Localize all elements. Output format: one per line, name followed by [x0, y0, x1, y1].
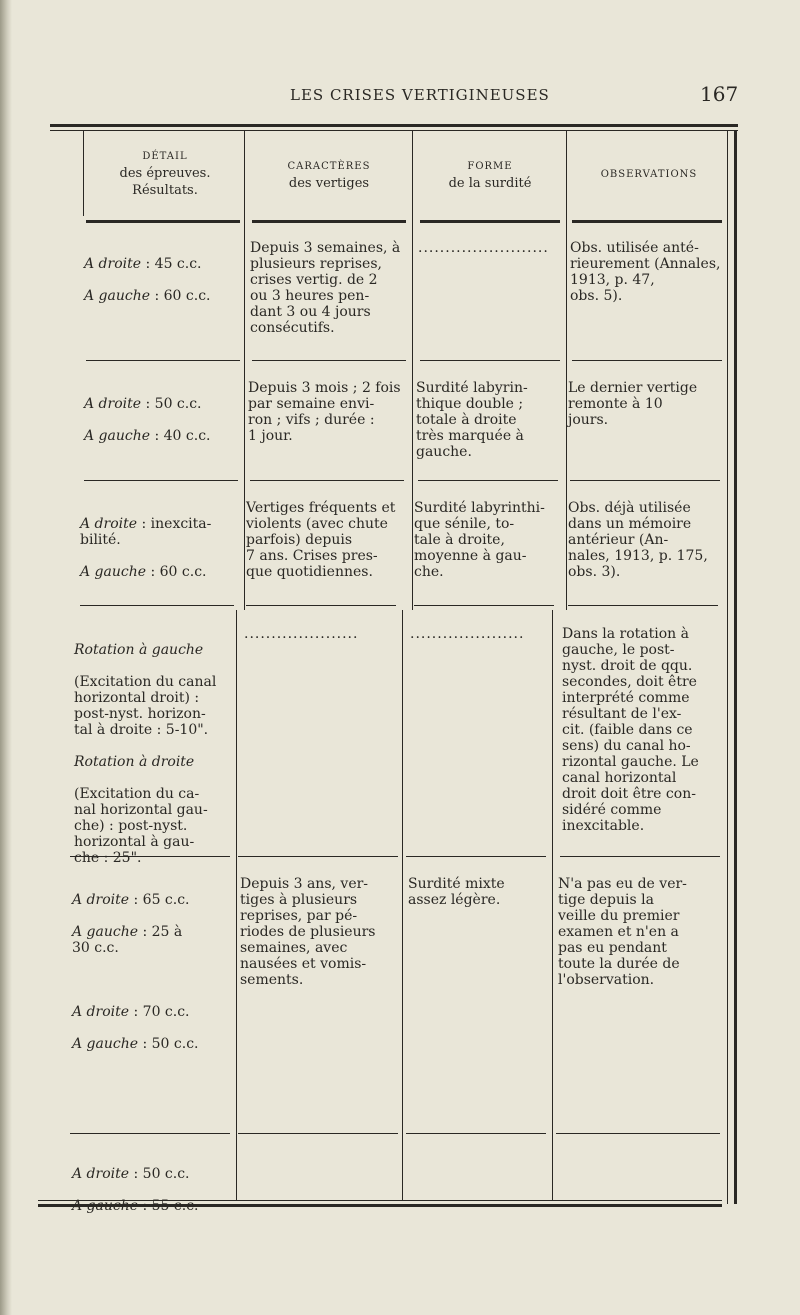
- forme-cell-empty: ........................: [418, 240, 549, 256]
- row-separator: [568, 605, 718, 606]
- caracteres-cell: Depuis 3 ans, ver- tiges à plusieurs reprises, par pé- riodes de plusieurs semaines, avec nausées et vomis- sements.: [240, 876, 376, 988]
- column-divider-2b: [402, 610, 403, 1200]
- column-header-title: DÉTAIL: [142, 151, 188, 162]
- table-top-rule-thin: [50, 130, 738, 131]
- table-right-border: [734, 130, 737, 1204]
- running-title: LES CRISES VERTIGINEUSES: [290, 86, 550, 104]
- column-header-title: CARACTÈRES: [287, 161, 371, 172]
- column-divider-left: [83, 130, 84, 216]
- row-separator: [572, 360, 722, 361]
- detail-value: : 60 c.c.: [146, 564, 207, 580]
- row-separator: [406, 856, 546, 857]
- row-separator: [238, 1133, 398, 1134]
- detail-label: A gauche: [72, 1198, 139, 1214]
- column-header-observations: [572, 166, 726, 183]
- detail-value: (Excitation du ca- nal horizontal gau- che) : post-nyst. horizontal à gau- che : 25".: [74, 786, 208, 866]
- observations-cell: Obs. déjà utilisée dans un mémoire antérieur (An- nales, 1913, p. 175, obs. 3).: [568, 500, 708, 580]
- page-header: [0, 80, 800, 110]
- detail-value: : 60 c.c.: [150, 288, 211, 304]
- row-separator: [70, 1133, 230, 1134]
- detail-label: A droite: [72, 1004, 130, 1020]
- row-separator: [84, 480, 238, 481]
- detail-label: A droite: [84, 396, 142, 412]
- column-header-title: FORME: [467, 161, 513, 172]
- header-separator: [572, 220, 722, 223]
- detail-label: Rotation à gauche: [74, 642, 204, 658]
- row-separator: [570, 480, 720, 481]
- detail-label: Rotation à droite: [74, 754, 195, 770]
- forme-cell: Surdité mixte assez légère.: [408, 876, 505, 908]
- detail-value: : 55 c.c.: [138, 1198, 199, 1214]
- book-spine-shadow: [0, 0, 12, 1315]
- row-separator: [414, 605, 554, 606]
- caracteres-cell-empty: .....................: [244, 626, 359, 642]
- caracteres-cell: Depuis 3 semaines, à plusieurs reprises, crises vertig. de 2 ou 3 heures pen- dant 3 ou 4 jours consécutifs.: [250, 240, 401, 336]
- detail-label: A gauche: [72, 1036, 139, 1052]
- detail-cell: [74, 626, 236, 866]
- detail-value: : 45 c.c.: [141, 256, 202, 272]
- detail-value: : 25 à 30 c.c.: [72, 924, 183, 956]
- forme-cell-empty: .....................: [410, 626, 525, 642]
- column-divider-3: [566, 130, 567, 610]
- caracteres-cell: Depuis 3 mois ; 2 fois par semaine envi- ron ; vifs ; durée : 1 jour.: [248, 380, 401, 444]
- detail-label: A droite: [80, 516, 138, 532]
- observations-cell: N'a pas eu de ver- tige depuis la veille du premier examen et n'en a pas eu pendant toute la durée de l'observation.: [558, 876, 687, 988]
- column-header-title: OBSERVATIONS: [600, 169, 698, 180]
- detail-cell: [72, 876, 234, 1052]
- detail-label: A gauche: [84, 288, 151, 304]
- detail-cell: [72, 1150, 234, 1214]
- column-divider-1: [244, 130, 245, 610]
- row-separator: [420, 360, 560, 361]
- column-header-subtitle: des épreuves. Résultats.: [119, 166, 211, 198]
- header-separator: [252, 220, 406, 223]
- detail-cell: [84, 240, 240, 304]
- detail-value: : inexcita- bilité.: [80, 516, 212, 548]
- column-header-subtitle: de la surdité: [448, 176, 532, 191]
- row-separator: [560, 856, 720, 857]
- row-separator: [406, 1133, 546, 1134]
- detail-cell: [80, 500, 240, 580]
- column-divider-1b: [236, 610, 237, 1200]
- detail-label: A droite: [72, 1166, 130, 1182]
- detail-label: A gauche: [72, 924, 139, 940]
- row-separator: [252, 360, 406, 361]
- column-header-forme: [418, 158, 562, 192]
- detail-value: (Excitation du canal horizontal droit) : post-nyst. horizon- tal à droite : 5-10".: [74, 674, 217, 738]
- detail-label: A gauche: [84, 428, 151, 444]
- row-separator: [246, 605, 396, 606]
- column-header-detail: [90, 148, 240, 199]
- observations-cell: Obs. utilisée anté- rieurement (Annales, 1913, p. 47, obs. 5).: [570, 240, 721, 304]
- row-separator: [86, 360, 240, 361]
- detail-value: : 50 c.c.: [129, 1166, 190, 1182]
- detail-label: A droite: [72, 892, 130, 908]
- detail-value: : 50 c.c.: [141, 396, 202, 412]
- detail-value: : 40 c.c.: [150, 428, 211, 444]
- detail-label: A droite: [84, 256, 142, 272]
- detail-value: : 65 c.c.: [129, 892, 190, 908]
- row-separator: [250, 480, 404, 481]
- row-separator: [556, 1133, 720, 1134]
- detail-cell: [84, 380, 240, 444]
- observations-cell: Le dernier vertige remonte à 10 jours.: [568, 380, 698, 428]
- table-top-rule: [50, 124, 738, 127]
- row-separator: [80, 605, 234, 606]
- detail-label: A gauche: [80, 564, 147, 580]
- detail-value: : 50 c.c.: [138, 1036, 199, 1052]
- header-separator: [86, 220, 240, 223]
- observations-cell: Dans la rotation à gauche, le post- nyst. droit de qqu. secondes, doit être interprété comme résultant de l'ex- cit. (faible dans ce sens) du canal ho- rizontal gauche. Le canal horizontal droit doit être con- sidéré comme inexcitable.: [562, 626, 699, 834]
- page-number: 167: [700, 82, 739, 106]
- forme-cell: Surdité labyrinthi- que sénile, to- tale à droite, moyenne à gau- che.: [414, 500, 545, 580]
- row-separator: [418, 480, 558, 481]
- column-header-subtitle: des vertiges: [288, 176, 370, 191]
- forme-cell: Surdité labyrin- thique double ; totale à droite très marquée à gauche.: [416, 380, 528, 460]
- header-separator: [420, 220, 560, 223]
- row-separator: [238, 856, 398, 857]
- column-header-caracteres: [252, 158, 406, 192]
- column-divider-2: [412, 130, 413, 610]
- caracteres-cell: Vertiges fréquents et violents (avec chute parfois) depuis 7 ans. Crises pres- que quotidiennes.: [246, 500, 396, 580]
- detail-value: : 70 c.c.: [129, 1004, 190, 1020]
